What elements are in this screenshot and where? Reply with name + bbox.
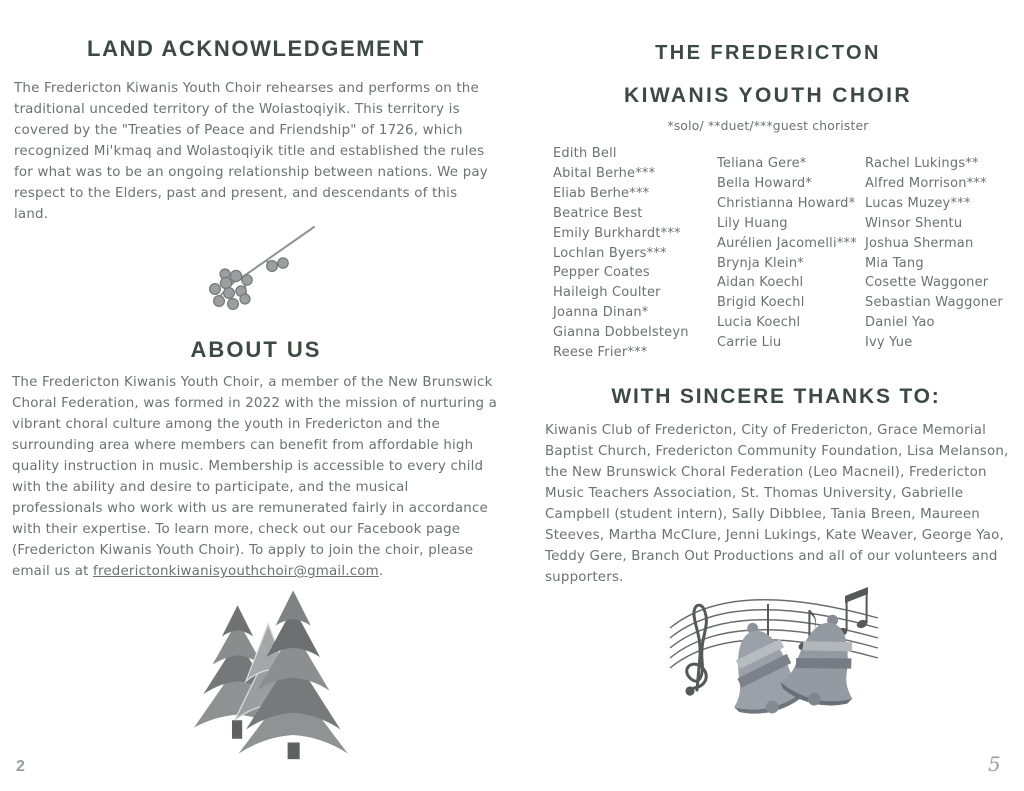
chorister-name: Aurélien Jacomelli*** [717,235,857,251]
bells-music-staff-icon [664,570,884,744]
chorister-name: Sebastian Waggoner [865,295,1003,311]
chorister-name: Christianna Howard* [717,195,856,211]
berry-branch-icon [188,214,324,314]
chorister-name: Pepper Coates [553,265,650,281]
page-number-left: 2 [16,758,25,775]
chorister-name: Eliab Berhe*** [553,185,650,201]
chorister-name: Aidan Koechl [717,275,804,291]
chorister-name: Joanna Dinan* [553,305,649,321]
chorister-name: Brynja Klein* [717,255,804,271]
evergreen-trees-icon [168,576,372,768]
chorister-name: Rachel Lukings** [865,156,979,171]
chorister-name: Winsor Shentu [865,215,963,231]
choir-title-line2: KIWANIS YOUTH CHOIR [624,84,912,107]
land-acknowledgement-paragraph: The Fredericton Kiwanis Youth Choir rehearses and performs on the traditional unceded territory of the Wolastoqiyik. This territory is covered by the "Treaties of Peace and Friendship" of 1726, which recognized Mi'kmaq and Wolastoqiyik title and established the rules for what was to be an ongoing relationship between nations. We pay respect to the Elders, past and present, and descendants of this land. [14,81,488,222]
chorister-name: Bella Howard* [717,175,813,191]
choir-title-line1: THE FREDERICTON [655,42,881,64]
chorister-name: Lucia Koechl [717,315,801,331]
chorister-name: Carrie Liu [717,335,782,351]
chorister-name: Edith Bell [553,146,617,161]
chorister-name: Teliana Gere* [717,156,807,171]
thanks-title: WITH SINCERE THANKS TO: [611,385,941,408]
chorister-column-2 [717,144,865,363]
chorister-name: Reese Frier*** [553,345,648,361]
chorister-name: Abital Berhe*** [553,165,656,181]
chorister-column-3 [865,144,1015,363]
chorister-name: Brigid Koechl [717,295,805,311]
chorister-name: Daniel Yao [865,315,935,331]
chorister-name: Lochlan Byers*** [553,245,667,261]
chorister-name: Joshua Sherman [865,235,974,251]
thanks-paragraph: Kiwanis Club of Fredericton, City of Fredericton, Grace Memorial Baptist Church, Fredericton Community Foundation, Lisa Melanson, the New Brunswick Choral Federation (Leo Macneil), Fredericton Music Teachers Association, St. Thomas University, Gabrielle Campbell (student intern), Sally Dibblee, Tania Breen, Maureen Steeves, Martha McClure, Jenni Lukings, Kate Weaver, George Yao, Teddy Gere, Branch Out Productions and all of our volunteers and supporters. [545,423,1009,585]
chorister-name: Cosette Waggoner [865,275,989,291]
chorister-name: Mia Tang [865,255,924,271]
chorister-name: Emily Burkhardt*** [553,225,681,241]
page-number-right: 5 [988,752,1001,776]
about-us-text-end: . [378,564,384,579]
chorister-name: Lucas Muzey*** [865,195,971,211]
chorister-name: Lily Huang [717,215,788,231]
chorister-list [553,144,1015,363]
chorister-name: Gianna Dobbelsteyn [553,325,689,341]
choir-email-link[interactable]: frederictonkiwanisyouthchoir@gmail.com [93,564,379,579]
about-us-title: ABOUT US [190,337,322,362]
chorister-legend: *solo/ **duet/***guest chorister [667,119,869,133]
chorister-name: Ivy Yue [865,335,913,351]
land-acknowledgement-title: LAND ACKNOWLEDGEMENT [87,36,425,61]
chorister-column-1 [553,144,717,363]
chorister-name: Haileigh Coulter [553,285,661,301]
about-us-text: The Fredericton Kiwanis Youth Choir, a member of the New Brunswick Choral Federation, was formed in 2022 with the mission of nurturing a vibrant choral culture among the youth in Fredericton and the surrounding area where members can benefit from affordable high quality instruction in music. Membership is accessible to every child with the ability and desire to participate, and the musical professionals who work with us are remunerated fairly in accordance with their expertise. To learn more, check out our Facebook page (Fredericton Kiwanis Youth Choir). To apply to join the choir, please email us at [12,375,498,579]
about-us-paragraph [12,372,498,582]
chorister-name: Beatrice Best [553,205,643,221]
chorister-name: Alfred Morrison*** [865,175,987,191]
